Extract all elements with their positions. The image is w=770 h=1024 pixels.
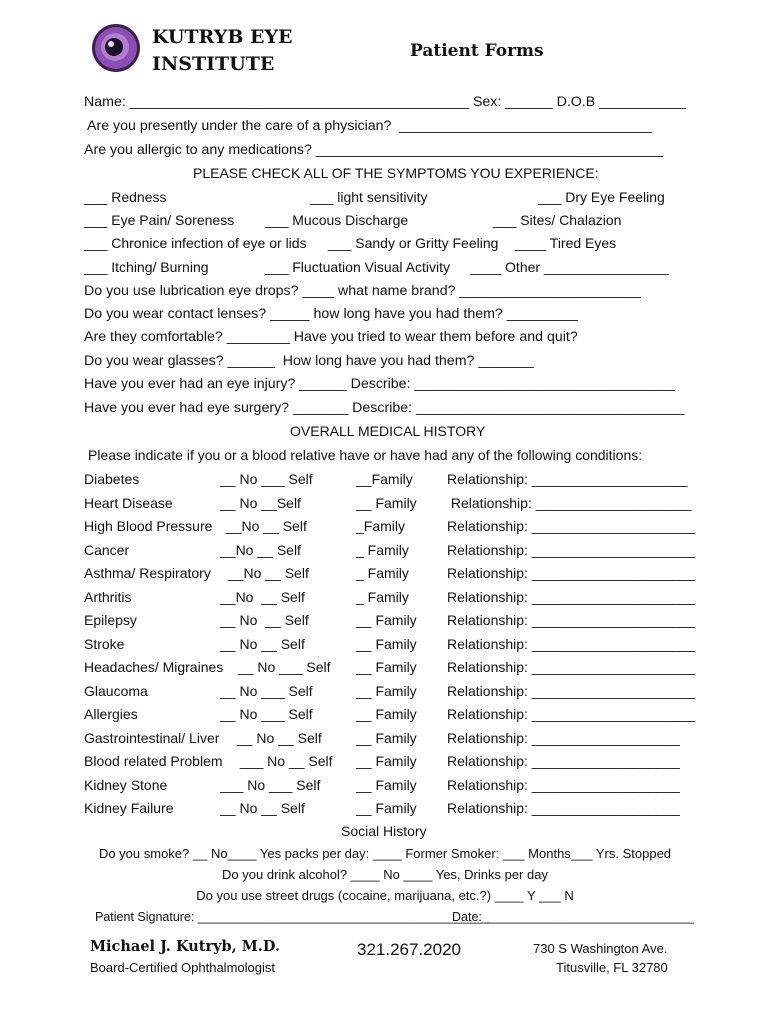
relationship-field[interactable]: Relationship: _____________________ <box>447 565 696 581</box>
condition-name: Glaucoma <box>84 682 148 699</box>
relationship-field[interactable]: Relationship: _____________________ <box>447 682 696 699</box>
relationship-field[interactable]: Relationship: ____________________ <box>447 494 692 511</box>
no-self-checkboxes[interactable]: __ No ___ Self <box>220 471 313 487</box>
no-self-checkboxes[interactable]: __ No __ Self <box>233 729 322 746</box>
address-line2: Titusville, FL 32780 <box>556 960 668 975</box>
condition-name: High Blood Pressure <box>84 518 213 534</box>
condition-name: Allergies <box>84 706 138 722</box>
symptom-itching-burning[interactable]: ___ Itching/ Burning <box>84 259 209 275</box>
symptom-chronic-infection[interactable]: ___ Chronice infection of eye or lids <box>84 235 307 251</box>
doctor-title: Board-Certified Ophthalmologist <box>90 960 275 975</box>
family-checkbox[interactable]: __ Family <box>356 635 417 652</box>
medical-history-heading: OVERALL MEDICAL HISTORY <box>290 423 486 439</box>
no-self-checkboxes[interactable]: __ No __Self <box>220 494 301 511</box>
family-checkbox[interactable]: _Family <box>356 518 406 534</box>
no-self-checkboxes[interactable]: ___ No __ Self <box>236 753 333 769</box>
symptom-fluctuation-visual[interactable]: ___ Fluctuation Visual Activity <box>265 259 450 275</box>
condition-name: Arthritis <box>84 588 132 605</box>
question-comfortable[interactable]: Are they comfortable? ________ Have you tried to wear them before and quit? <box>84 329 578 345</box>
no-self-checkboxes[interactable]: __No __ Self <box>220 541 301 558</box>
symptom-light-sensitivity[interactable]: ___ light sensitivity <box>310 189 428 205</box>
family-checkbox[interactable]: __ Family <box>356 494 417 511</box>
no-self-checkboxes[interactable]: __ No ___ Self <box>220 706 313 722</box>
phone-number: 321.267.2020 <box>357 940 461 959</box>
condition-name: Kidney Failure <box>84 800 174 816</box>
relationship-field[interactable]: Relationship: _____________________ <box>447 635 696 652</box>
no-self-checkboxes[interactable]: __No __ Self <box>220 588 305 605</box>
question-alcohol[interactable]: Do you drink alcohol? ____ No ____ Yes, Drinks per day <box>222 867 548 882</box>
question-contact-lenses[interactable]: Do you wear contact lenses? _____ how long have you had them? _________ <box>84 306 578 322</box>
family-checkbox[interactable]: __ Family <box>356 729 417 746</box>
no-self-checkboxes[interactable]: __ No ___ Self <box>234 659 331 675</box>
relationship-field[interactable]: Relationship: _____________________ <box>447 706 696 722</box>
relationship-field[interactable]: Relationship: _____________________ <box>447 612 696 628</box>
family-checkbox[interactable]: __ Family <box>356 753 417 769</box>
no-self-checkboxes[interactable]: ___ No ___ Self <box>220 776 321 793</box>
family-checkbox[interactable]: __ Family <box>356 800 417 816</box>
condition-name: Cancer <box>84 541 130 558</box>
question-eye-surgery[interactable]: Have you ever had eye surgery? _______ Describe: __________________________________ <box>84 400 685 416</box>
symptom-mucous-discharge[interactable]: ___ Mucous Discharge <box>265 212 409 228</box>
no-self-checkboxes[interactable]: __No __ Self <box>224 565 309 581</box>
name-sex-dob-line[interactable]: Name: ___________________________________________ Sex: ______ D.O.B ___________ <box>84 94 686 110</box>
condition-name: Kidney Stone <box>84 776 168 793</box>
patient-signature-field[interactable]: Patient Signature: __________________________________________ <box>95 910 490 924</box>
medical-history-instruction: Please indicate if you or a blood relative have or have had any of the following conditions: <box>88 447 643 463</box>
eye-logo-icon <box>91 23 141 73</box>
no-self-checkboxes[interactable]: __ No __ Self <box>220 800 305 816</box>
no-self-checkboxes[interactable]: __No __ Self <box>222 518 307 534</box>
social-history-heading: Social History <box>341 823 427 839</box>
condition-name: Gastrointestinal/ Liver <box>84 729 220 746</box>
symptom-sites-chalazion[interactable]: ___ Sites/ Chalazion <box>493 212 622 228</box>
question-eye-injury[interactable]: Have you ever had an eye injury? ______ Describe: _________________________________ <box>84 376 675 392</box>
relationship-field[interactable]: Relationship: ___________________ <box>447 776 680 793</box>
relationship-field[interactable]: Relationship: ___________________ <box>447 753 680 769</box>
relationship-field[interactable]: Relationship: ____________________ <box>447 471 688 487</box>
family-checkbox[interactable]: __ Family <box>356 776 417 793</box>
no-self-checkboxes[interactable]: __ No __ Self <box>220 635 305 652</box>
family-checkbox[interactable]: _ Family <box>356 588 409 605</box>
question-smoke[interactable]: Do you smoke? __ No____ Yes packs per day: ____ Former Smoker: ___ Months___ Yrs. Stopped <box>98 846 672 861</box>
allergy-question[interactable]: Are you allergic to any medications? ____________________________________________ <box>84 142 664 158</box>
symptoms-heading: PLEASE CHECK ALL OF THE SYMPTOMS YOU EXPERIENCE: <box>193 165 599 181</box>
condition-name: Stroke <box>84 635 125 652</box>
symptom-redness[interactable]: ___ Redness <box>84 189 167 205</box>
family-checkbox[interactable]: __Family <box>356 471 413 487</box>
signature-date-field[interactable]: Date: ______________________________ <box>452 910 694 924</box>
condition-name: Blood related Problem <box>84 753 223 769</box>
family-checkbox[interactable]: __ Family <box>356 659 417 675</box>
condition-name: Headaches/ Migraines <box>84 659 224 675</box>
page-title: Patient Forms <box>410 41 544 61</box>
question-eye-drops[interactable]: Do you use lubrication eye drops? ____ what name brand? _______________________ <box>84 283 641 299</box>
symptom-eye-pain[interactable]: ___ Eye Pain/ Soreness <box>84 212 235 228</box>
no-self-checkboxes[interactable]: __ No __ Self <box>220 612 309 628</box>
symptom-sandy-gritty[interactable]: ___ Sandy or Gritty Feeling <box>328 235 499 251</box>
condition-name: Asthma/ Respiratory <box>84 565 211 581</box>
doctor-name: Michael J. Kutryb, M.D. <box>90 938 280 955</box>
relationship-field[interactable]: Relationship: _____________________ <box>447 659 696 675</box>
no-self-checkboxes[interactable]: __ No ___ Self <box>220 682 313 699</box>
relationship-field[interactable]: Relationship: _____________________ <box>447 588 696 605</box>
logo <box>91 23 141 73</box>
question-street-drugs[interactable]: Do you use street drugs (cocaine, marijuana, etc.?) ____ Y ___ N <box>196 888 574 903</box>
family-checkbox[interactable]: __ Family <box>356 612 417 628</box>
symptom-dry-eye[interactable]: ___ Dry Eye Feeling <box>538 189 665 205</box>
symptom-other[interactable]: ____ Other ________________ <box>470 259 669 275</box>
family-checkbox[interactable]: _ Family <box>356 541 409 558</box>
relationship-field[interactable]: Relationship: _____________________ <box>447 518 696 534</box>
relationship-field[interactable]: Relationship: _____________________ <box>447 541 696 558</box>
institute-name-line2: INSTITUTE <box>152 53 275 75</box>
relationship-field[interactable]: Relationship: ___________________ <box>447 800 680 816</box>
family-checkbox[interactable]: __ Family <box>356 682 417 699</box>
physician-question[interactable]: Are you presently under the care of a physician? ________________________________ <box>87 118 652 134</box>
condition-name: Diabetes <box>84 471 140 487</box>
condition-name: Heart Disease <box>84 494 173 511</box>
address-line1: 730 S Washington Ave. <box>533 941 668 956</box>
condition-name: Epilepsy <box>84 612 137 628</box>
relationship-field[interactable]: Relationship: ___________________ <box>447 729 680 746</box>
institute-name-line1: KUTRYB EYE <box>152 26 293 48</box>
family-checkbox[interactable]: _ Family <box>356 565 409 581</box>
symptom-tired-eyes[interactable]: ____ Tired Eyes <box>515 235 617 251</box>
family-checkbox[interactable]: __ Family <box>356 706 417 722</box>
question-glasses[interactable]: Do you wear glasses? ______ How long have you had them? _______ <box>84 353 534 369</box>
